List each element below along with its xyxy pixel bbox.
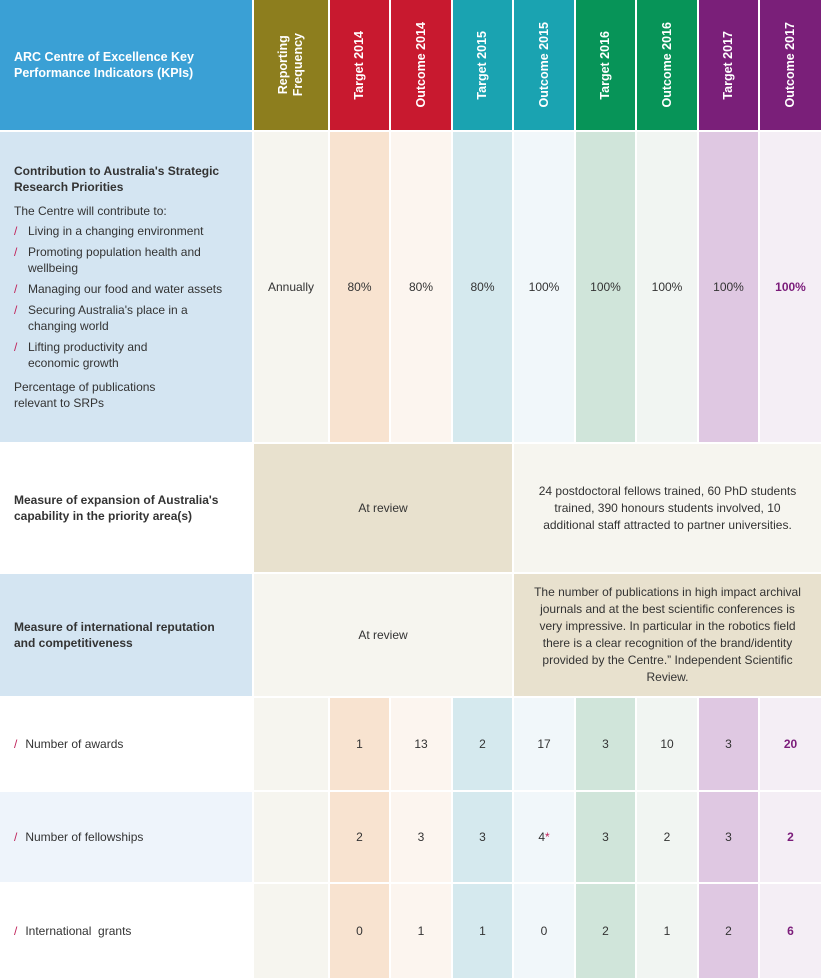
fellowships-outcome-2015: 4 * <box>514 792 574 882</box>
header-target-2015: Target 2015 <box>453 0 512 130</box>
header-target-2016: Target 2016 <box>576 0 635 130</box>
grants-frequency <box>254 884 328 978</box>
srp-intro: The Centre will contribute to: <box>14 204 167 218</box>
srp-outcome-2016: 100% <box>637 132 697 442</box>
grants-outcome-2017: 6 <box>760 884 821 978</box>
srp-item: / Securing Australia's place in a changing world <box>14 303 188 333</box>
grants-target-2014: 0 <box>330 884 389 978</box>
header-outcome-2017: Outcome 2017 <box>760 0 821 130</box>
header-outcome-2016: Outcome 2016 <box>637 0 697 130</box>
slash-bullet-icon: / <box>14 737 18 751</box>
expansion-review: At review <box>254 444 512 572</box>
awards-outcome-2014: 13 <box>391 698 451 790</box>
expansion-note: 24 postdoctoral fellows trained, 60 PhD students trained, 390 honours students involved, 10 additional staff attracted to partner universities. <box>514 444 821 572</box>
kpi-header-title: ARC Centre of Excellence Key Performance Indicators (KPIs) <box>0 0 252 130</box>
awards-target-2014: 1 <box>330 698 389 790</box>
grants-target-2015: 1 <box>453 884 512 978</box>
awards-outcome-2016: 10 <box>637 698 697 790</box>
awards-frequency <box>254 698 328 790</box>
grants-outcome-2014: 1 <box>391 884 451 978</box>
awards-outcome-2015: 17 <box>514 698 574 790</box>
srp-item: / Managing our food and water assets <box>14 282 223 296</box>
reputation-note: The number of publications in high impact archival journals and at the best scientific conferences is very impressive. In particular in the robotics field there is a clear recognition of the brand/identity provided by the Centre.” Independent Scientific Review. <box>514 574 821 696</box>
fellowships-label: / Number of fellowships <box>0 792 252 882</box>
slash-bullet-icon: / <box>14 282 18 296</box>
header-target-2014: Target 2014 <box>330 0 389 130</box>
srp-target-2015: 80% <box>453 132 512 442</box>
slash-bullet-icon: / <box>14 245 18 259</box>
srp-description <box>0 132 252 442</box>
slash-bullet-icon: / <box>14 303 18 317</box>
awards-target-2016: 3 <box>576 698 635 790</box>
fellowships-target-2016: 3 <box>576 792 635 882</box>
grants-label: / International grants <box>0 884 252 978</box>
fellowships-outcome-2016: 2 <box>637 792 697 882</box>
srp-outcome-2017: 100% <box>760 132 821 442</box>
fellowships-frequency <box>254 792 328 882</box>
fellowships-target-2015: 3 <box>453 792 512 882</box>
header-outcome-2014: Outcome 2014 <box>391 0 451 130</box>
srp-outcome-2014: 80% <box>391 132 451 442</box>
grants-target-2017: 2 <box>699 884 758 978</box>
srp-outcome-2015: 100% <box>514 132 574 442</box>
srp-footer: Percentage of publications relevant to SRPs <box>14 380 156 410</box>
header-outcome-2015: Outcome 2015 <box>514 0 574 130</box>
fellowships-outcome-2017: 2 <box>760 792 821 882</box>
srp-item: / Promoting population health and wellbeing <box>14 245 201 275</box>
header-reporting-frequency: Reporting Frequency <box>254 0 328 130</box>
grants-target-2016: 2 <box>576 884 635 978</box>
grants-outcome-2015: 0 <box>514 884 574 978</box>
slash-bullet-icon: / <box>14 924 18 938</box>
awards-outcome-2017: 20 <box>760 698 821 790</box>
srp-target-2014: 80% <box>330 132 389 442</box>
srp-item: / Lifting productivity and economic growth <box>14 340 148 370</box>
header-target-2017: Target 2017 <box>699 0 758 130</box>
fellowships-outcome-2014: 3 <box>391 792 451 882</box>
awards-label: / Number of awards <box>0 698 252 790</box>
srp-target-2016: 100% <box>576 132 635 442</box>
srp-title: Contribution to Australia's Strategic Research Priorities <box>14 164 220 194</box>
fellowships-target-2014: 2 <box>330 792 389 882</box>
slash-bullet-icon: / <box>14 830 18 844</box>
awards-target-2015: 2 <box>453 698 512 790</box>
footnote-star: * <box>545 830 550 844</box>
srp-frequency: Annually <box>254 132 328 442</box>
slash-bullet-icon: / <box>14 224 18 238</box>
grants-outcome-2016: 1 <box>637 884 697 978</box>
expansion-label: Measure of expansion of Australia's capability in the priority area(s) <box>0 444 252 572</box>
awards-target-2017: 3 <box>699 698 758 790</box>
slash-bullet-icon: / <box>14 340 18 354</box>
srp-target-2017: 100% <box>699 132 758 442</box>
fellowships-target-2017: 3 <box>699 792 758 882</box>
srp-item: / Living in a changing environment <box>14 224 204 238</box>
reputation-label: Measure of international reputation and competitiveness <box>0 574 252 696</box>
reputation-review: At review <box>254 574 512 696</box>
